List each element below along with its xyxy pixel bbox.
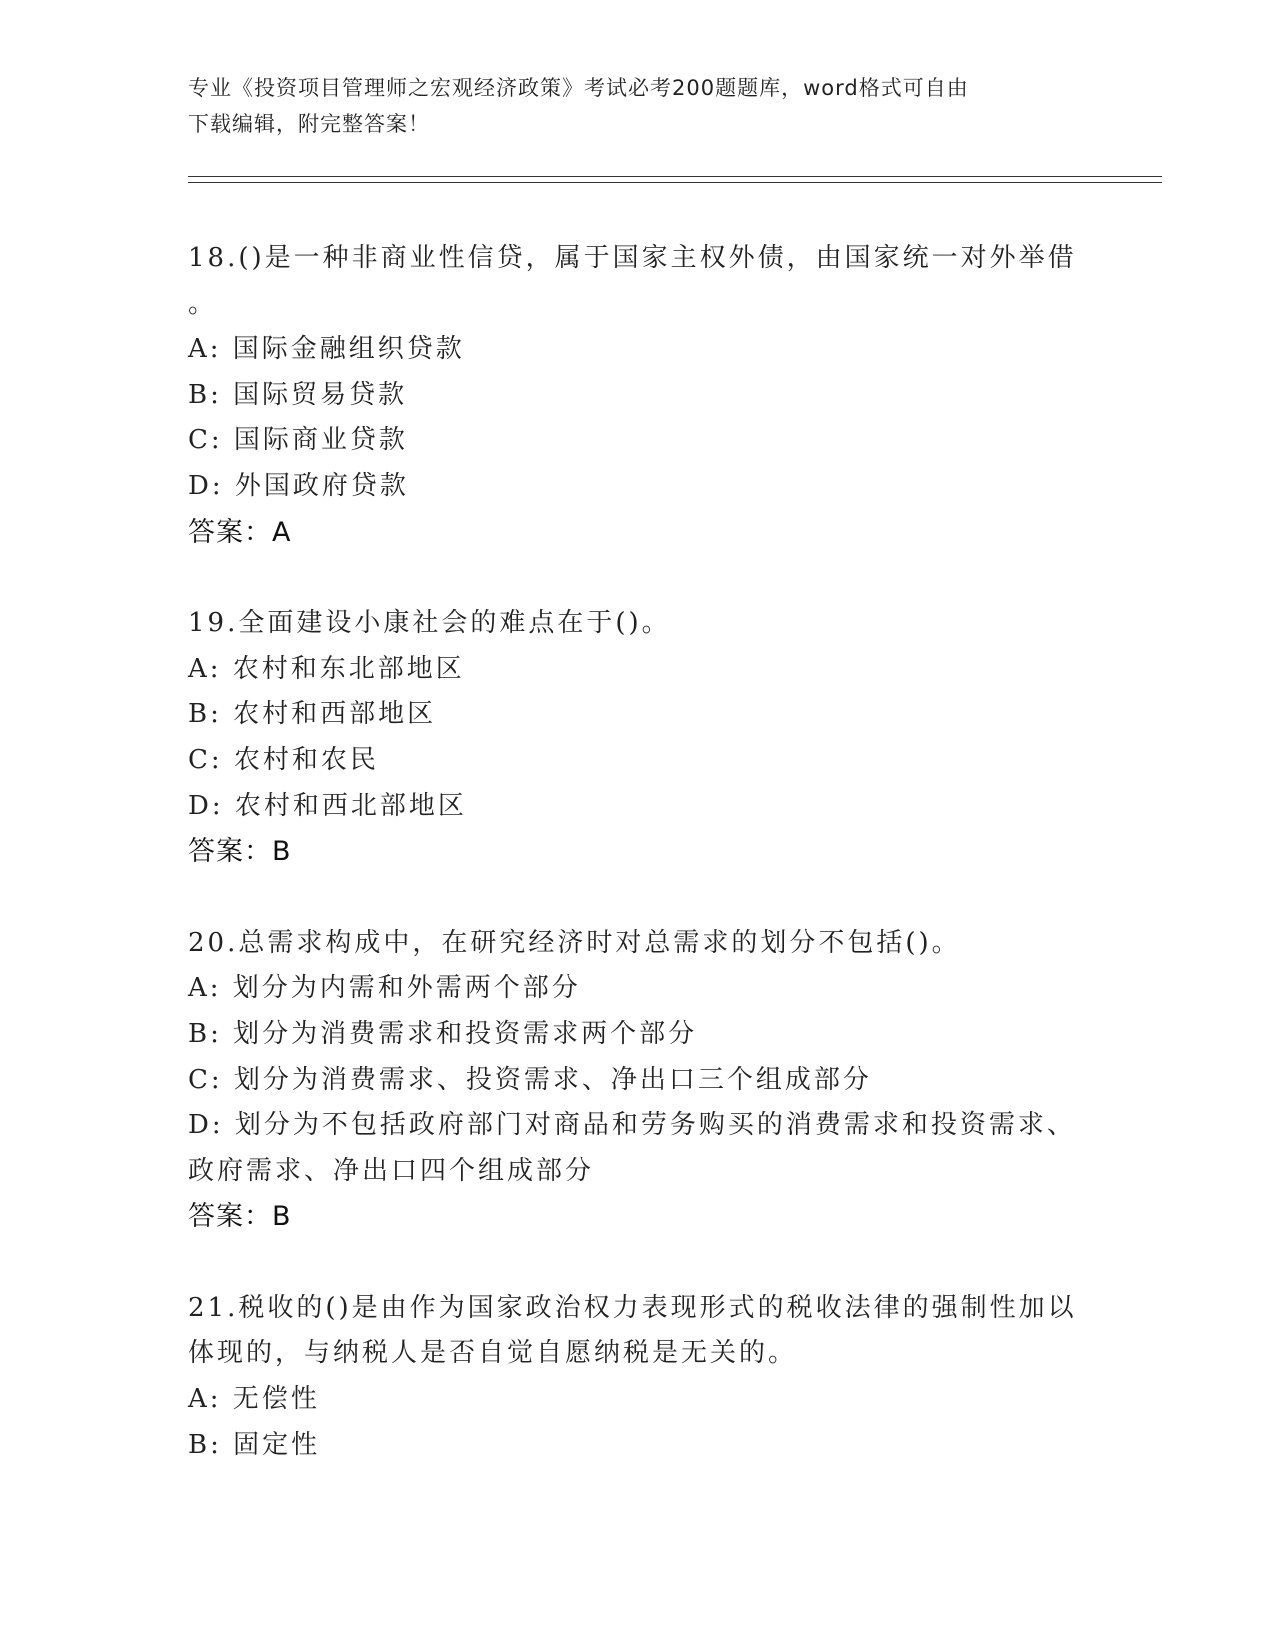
question-stem-continued: 体现的，与纳税人是否自觉自愿纳税是无关的。 bbox=[188, 1338, 798, 1369]
option-d: D: 外国政府贷款 bbox=[188, 470, 409, 501]
answer-value: A bbox=[272, 516, 291, 548]
question-20 bbox=[188, 921, 1088, 1240]
question-18 bbox=[188, 236, 1088, 555]
option-a: A: 无偿性 bbox=[188, 1384, 320, 1415]
option-a: A: 划分为内需和外需两个部分 bbox=[188, 973, 581, 1004]
header-line-1: 专业《投资项目管理师之宏观经济政策》考试必考200题题库，word格式可自由 bbox=[188, 76, 969, 100]
answer-value: B bbox=[272, 836, 291, 868]
option-d-continued: 政府需求、净出口四个组成部分 bbox=[188, 1155, 595, 1186]
answer-line bbox=[188, 1194, 1088, 1240]
option-d: D: 农村和西北部地区 bbox=[188, 790, 467, 821]
answer-label: 答案： bbox=[188, 516, 272, 548]
option-c: C: 划分为消费需求、投资需求、净出口三个组成部分 bbox=[188, 1064, 872, 1095]
option-b: B: 农村和西部地区 bbox=[188, 699, 437, 730]
question-19 bbox=[188, 601, 1088, 875]
option-a: A: 国际金融组织贷款 bbox=[188, 334, 465, 365]
header-line-2: 下载编辑，附完整答案！ bbox=[188, 112, 430, 136]
question-stem: 20.总需求构成中，在研究经济时对总需求的划分不包括()。 bbox=[188, 927, 961, 958]
option-d: D: 划分为不包括政府部门对商品和劳务购买的消费需求和投资需求、 bbox=[188, 1110, 1076, 1141]
option-c: C: 农村和农民 bbox=[188, 744, 379, 775]
option-b: B: 划分为消费需求和投资需求两个部分 bbox=[188, 1018, 698, 1049]
question-21 bbox=[188, 1286, 1088, 1468]
header-divider-bottom bbox=[188, 182, 1162, 183]
question-stem-continued: 。 bbox=[188, 288, 218, 319]
answer-label: 答案： bbox=[188, 1201, 272, 1233]
option-c: C: 国际商业贷款 bbox=[188, 425, 408, 456]
question-stem: 21.税收的()是由作为国家政治权力表现形式的税收法律的强制性加以 bbox=[188, 1292, 1077, 1323]
option-b: B: 固定性 bbox=[188, 1429, 321, 1460]
question-stem: 19.全面建设小康社会的难点在于()。 bbox=[188, 608, 671, 639]
answer-label: 答案： bbox=[188, 836, 272, 868]
answer-value: B bbox=[272, 1201, 291, 1233]
document-header bbox=[188, 70, 1068, 142]
option-b: B: 国际贸易贷款 bbox=[188, 379, 408, 410]
question-stem: 18.()是一种非商业性信贷，属于国家主权外债，由国家统一对外举借 bbox=[188, 243, 1077, 273]
question-list bbox=[188, 236, 1088, 1514]
option-a: A: 农村和东北部地区 bbox=[188, 653, 465, 684]
answer-line bbox=[188, 510, 1088, 556]
answer-line bbox=[188, 829, 1088, 875]
header-divider-top bbox=[188, 176, 1162, 177]
